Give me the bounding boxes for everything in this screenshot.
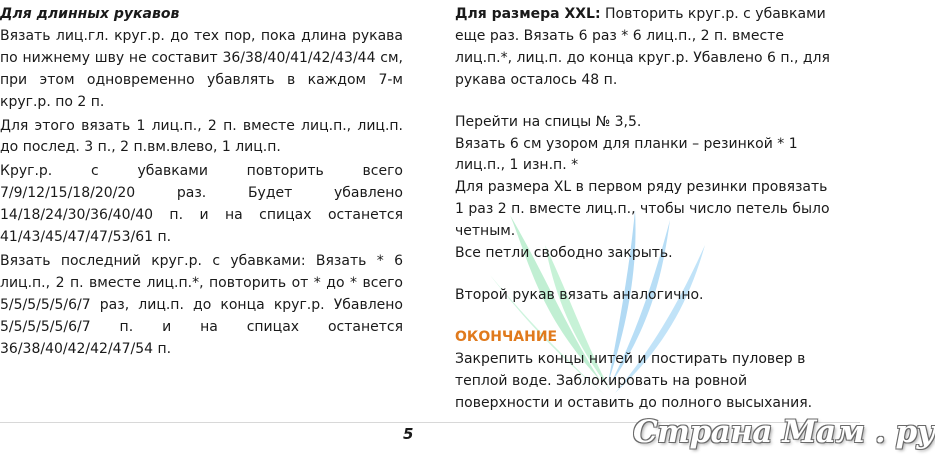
page-number: 5 — [403, 425, 414, 443]
site-watermark: Страна Мам . ру — [633, 414, 935, 450]
band-paragraph: Вязать 6 см узором для планки – резинкой * 1 лиц.п., 1 изн.п. * — [455, 135, 798, 174]
finish-heading: ОКОНЧАНИЕ — [455, 328, 558, 345]
long-sleeves-heading: Для длинных рукавов — [0, 6, 180, 22]
xxl-paragraph — [455, 4, 835, 92]
xxl-text: Повторить круг.р. с убавками еще раз. Вязать 6 раз * 6 лиц.п., 2 п. вместе лиц.п.*, лиц.п. до конца круг.р. Убавлено 6 п., для рукава осталось 48 п. — [455, 6, 830, 88]
paragraph-decrease-repeats: Круг.р. с убавками повторить всего 7/9/12/15/18/20/20 раз. Будет убавлено 14/18/24/30/36/40/40 п. и на спицах останется 41/43/45/47/47/53/61 п. — [0, 163, 403, 246]
xl-paragraph: Для размера XL в первом ряду резинки провязать 1 раз 2 п. вместе лиц.п., чтобы число петель было четным. — [455, 179, 830, 240]
left-column — [0, 4, 403, 361]
second-sleeve-paragraph: Второй рукав вязать аналогично. — [455, 286, 704, 303]
paragraph-decrease-method: Для этого вязать 1 лиц.п., 2 п. вместе лиц.п., лиц.п. до послед. 3 п., 2 п.вм.влево, 1 лиц.п. — [0, 117, 403, 156]
right-column — [455, 4, 835, 415]
xxl-label: Для размера XXL: — [455, 6, 601, 22]
paragraph-sleeve-length: Вязать лиц.гл. круг.р. до тех пор, пока длина рукава по нижнему шву не составит 36/38/40/41/42/43/44 см, при этом одновременно убавлять в каждом 7-м круг.р. по 2 п. — [0, 27, 403, 110]
needles-paragraph: Перейти на спицы № 3,5. — [455, 113, 642, 130]
finish-paragraph: Закрепить концы нитей и постирать пуловер в теплой воде. Заблокировать на ровной поверхности и оставить до полного высыхания. — [455, 350, 813, 411]
close-paragraph: Все петли свободно закрыть. — [455, 245, 673, 262]
paragraph-last-decrease-round: Вязать последний круг.р. с убавками: Вязать * 6 лиц.п., 2 п. вместе лиц.п.*, повторить от * до * всего 5/5/5/5/5/6/7 раз, лиц.п. до конца круг.р. Убавлено 5/5/5/5/5/6/7 п. и на спицах останется 36/38/40/42/42/47/54 п. — [0, 252, 403, 357]
